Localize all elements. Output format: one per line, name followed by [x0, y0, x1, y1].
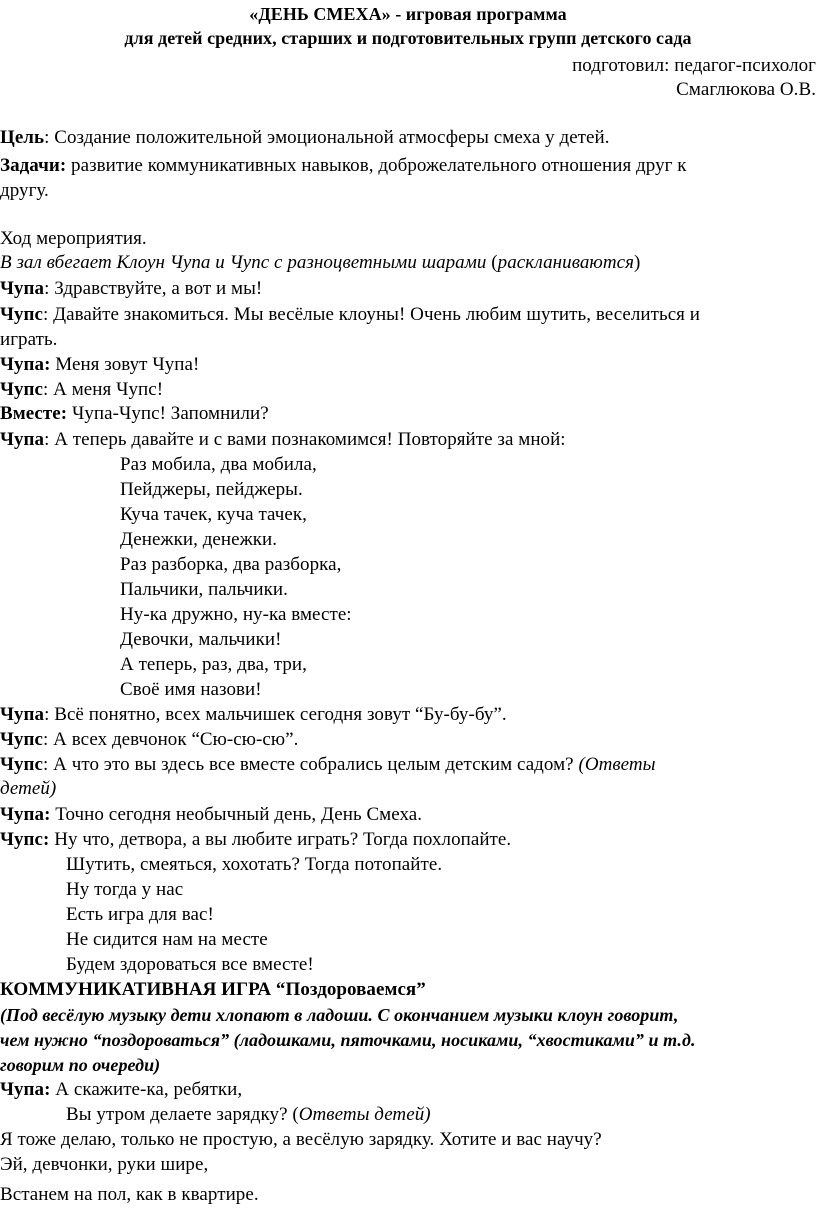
speaker: Чупа:	[0, 1079, 51, 1100]
line-text: Меня зовут Чупа!	[50, 354, 200, 375]
dialogue-line: Эй, девчонки, руки шире,	[0, 1154, 209, 1175]
speaker: Чупс	[0, 729, 44, 750]
author-name: Смаглюкова О.В.	[676, 79, 816, 100]
dialogue-line	[0, 803, 422, 827]
tasks-label: Задачи:	[0, 155, 67, 176]
line-text: : Давайте знакомиться. Мы весёлые клоуны! Очень любим шутить, веселиться и	[43, 304, 700, 325]
stage-direction-text: В зал вбегает Клоун Чупа и Чупс с разноцветными шарами	[0, 252, 487, 273]
speaker: Чупа:	[0, 804, 51, 825]
stage-direction-bow: раскланиваются	[497, 252, 635, 273]
poem-line: Будем здороваться все вместе!	[66, 954, 314, 975]
game-description: чем нужно “поздороваться” (ладошками, пяточками, носиками, “хвостиками” и т.д.	[0, 1030, 696, 1050]
dialogue-line: Встанем на пол, как в квартире.	[0, 1184, 259, 1205]
poem-line: Пальчики, пальчики.	[120, 579, 288, 600]
poem-line: Ну-ка дружно, ну-ка вместе:	[120, 604, 352, 625]
dialogue-line	[0, 277, 262, 301]
dialogue-line	[0, 428, 566, 452]
dialogue-line	[0, 728, 298, 752]
line-text: : А что это вы здесь все вместе собрались целым детским садом?	[43, 754, 579, 775]
speaker: Чупс	[0, 754, 44, 775]
dialogue-line	[0, 303, 700, 327]
poem-line: Девочки, мальчики!	[120, 629, 282, 650]
dialogue-line-cont: детей)	[0, 778, 57, 799]
line-italic: Ответы детей)	[298, 1104, 431, 1125]
dialogue-line-cont	[66, 1103, 431, 1127]
game-description: говорим по очереди)	[0, 1055, 161, 1075]
line-text: : А всех девчонок “Сю-сю-сю”.	[43, 729, 299, 750]
goal-line	[0, 126, 610, 150]
speaker: Чупс	[0, 304, 44, 325]
poem-line: Есть игра для вас!	[66, 904, 214, 925]
poem-line: Куча тачек, куча тачек,	[120, 504, 307, 525]
poem-line: А теперь, раз, два, три,	[120, 654, 307, 675]
dialogue-line: Я тоже делаю, только не простую, а весёлую зарядку. Хотите и вас научу?	[0, 1129, 602, 1150]
game-description: (Под весёлую музыку дети хлопают в ладоши. С окончанием музыки клоун говорит,	[0, 1005, 679, 1025]
dialogue-line	[0, 703, 507, 727]
speaker: Чупа	[0, 278, 45, 299]
dialogue-line-cont: играть.	[0, 329, 58, 350]
dialogue-line	[0, 828, 511, 852]
line-text: Вы утром делаете зарядку? (	[66, 1104, 299, 1125]
poem-line: Ну тогда у нас	[66, 879, 184, 900]
speaker: Чупа	[0, 429, 45, 450]
line-italic: (Ответы	[578, 754, 656, 775]
line-text: : Всё понятно, всех мальчишек сегодня зовут “Бу-бу-бу”.	[44, 704, 507, 725]
poem-line: Шутить, смеяться, хохотать? Тогда потопайте.	[66, 854, 443, 875]
speaker: Чупс	[0, 379, 44, 400]
title-line-2: для детей средних, старших и подготовительных групп детского сада	[124, 28, 692, 48]
stage-direction	[0, 251, 640, 275]
line-text: : А теперь давайте и с вами познакомимся! Повторяйте за мной:	[44, 429, 566, 450]
poem-line: Раз разборка, два разборка,	[120, 554, 342, 575]
goal-text: : Создание положительной эмоциональной атмосферы смеха у детей.	[44, 127, 610, 148]
prepared-by: подготовил: педагог-психолог	[572, 55, 816, 76]
poem-line: Не сидится нам на месте	[66, 929, 268, 950]
goal-label: Цель	[0, 127, 45, 148]
speaker: Чупа	[0, 704, 45, 725]
line-text: : Здравствуйте, а вот и мы!	[44, 278, 263, 299]
dialogue-line	[0, 753, 656, 777]
speaker: Чупс:	[0, 829, 50, 850]
dialogue-line	[0, 353, 199, 377]
paren-open: (	[486, 252, 498, 273]
dialogue-line	[0, 1078, 242, 1102]
course-heading: Ход мероприятия.	[0, 228, 147, 249]
line-text: : А меня Чупс!	[43, 379, 164, 400]
line-text: Чупа-Чупс! Запомнили?	[67, 403, 269, 424]
tasks-text: развитие коммуникативных навыков, доброжелательного отношения друг к	[66, 155, 687, 176]
poem-line: Денежки, денежки.	[120, 529, 278, 550]
dialogue-line	[0, 402, 269, 426]
speaker: Чупа:	[0, 354, 51, 375]
speaker: Вместе:	[0, 403, 68, 424]
line-text: Точно сегодня необычный день, День Смеха.	[50, 804, 423, 825]
line-text: Ну что, детвора, а вы любите играть? Тогда похлопайте.	[49, 829, 512, 850]
poem-line: Раз мобила, два мобила,	[120, 454, 317, 475]
poem-line: Своё имя назови!	[120, 679, 262, 700]
tasks-line-cont: другу.	[0, 180, 49, 201]
tasks-line	[0, 154, 687, 178]
line-text: А скажите-ка, ребятки,	[50, 1079, 243, 1100]
game-title: КОММУНИКАТИВНАЯ ИГРА “Поздороваемся”	[0, 979, 426, 1000]
paren-close: )	[634, 252, 641, 273]
dialogue-line	[0, 378, 163, 402]
title-line-1: «ДЕНЬ СМЕХА» - игровая программа	[249, 4, 567, 24]
poem-line: Пейджеры, пейджеры.	[120, 479, 303, 500]
